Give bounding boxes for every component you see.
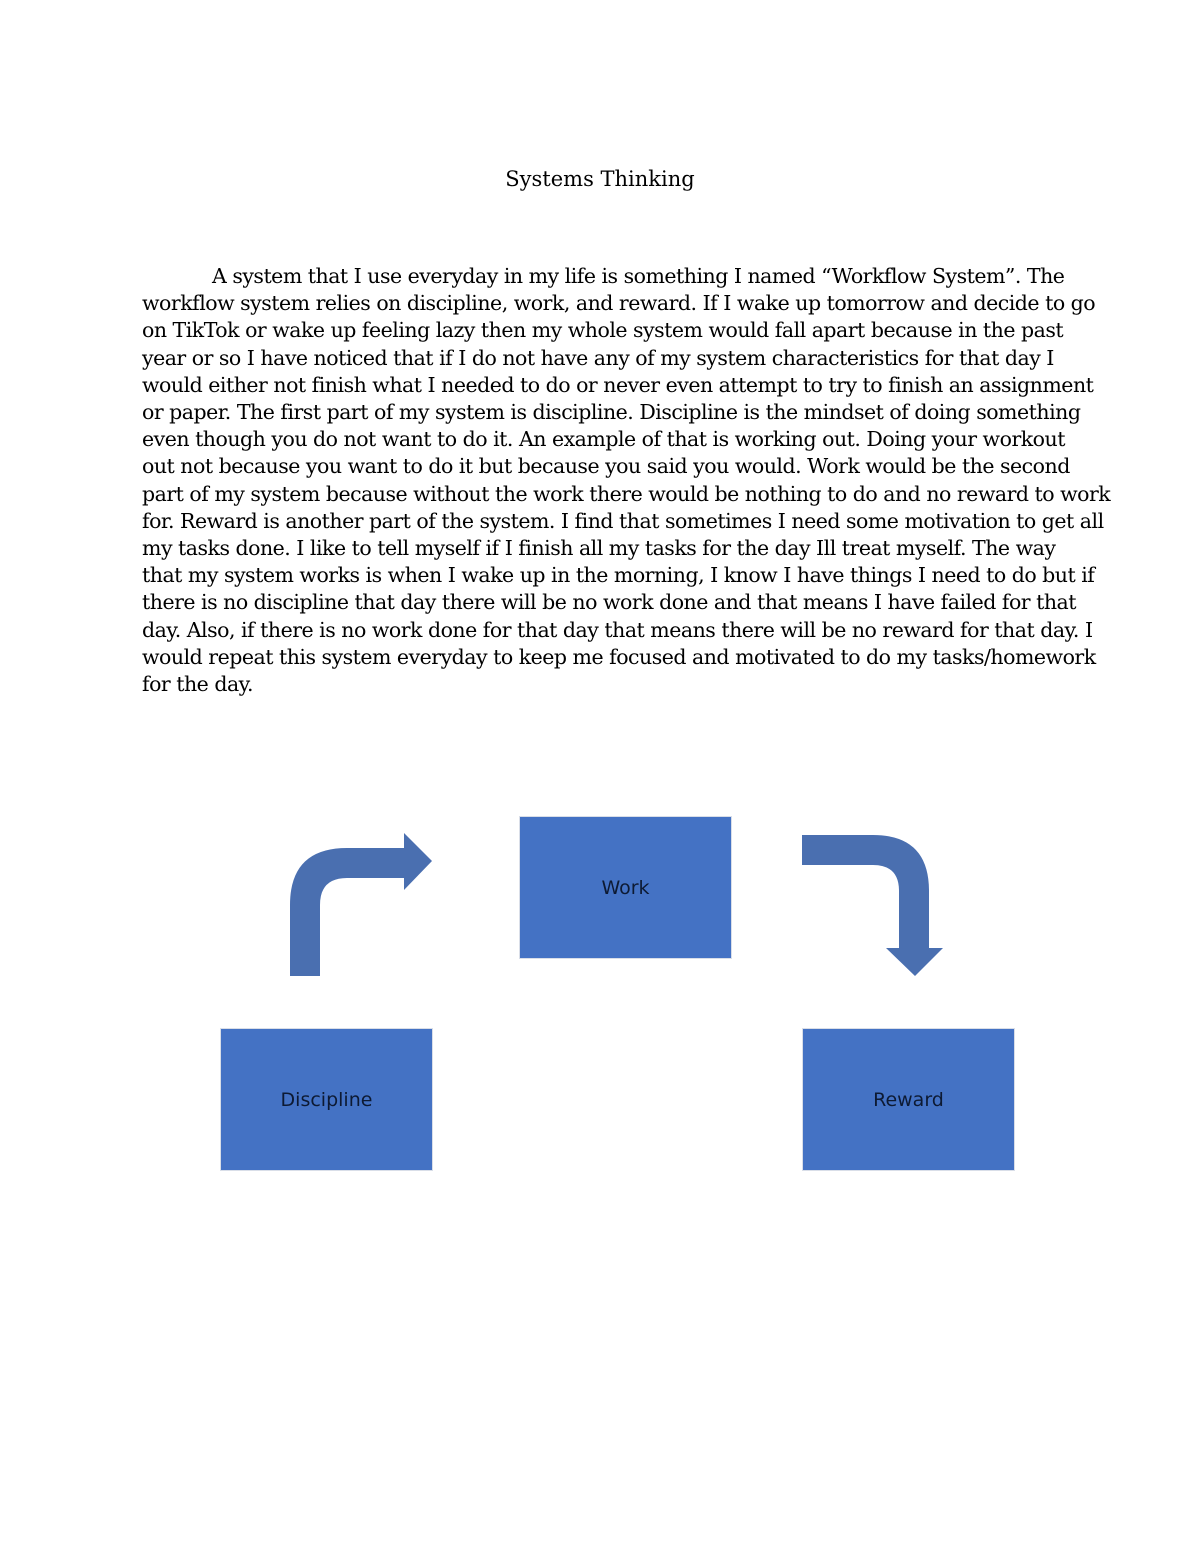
paragraph-line: on TikTok or wake up feeling lazy then my whole system would fall apart because in the past (142, 318, 1064, 343)
paragraph-line: even though you do not want to do it. An example of that is working out. Doing your workout (142, 427, 1065, 452)
work-box (519, 816, 732, 959)
paragraph-line: would repeat this system everyday to keep me focused and motivated to do my tasks/homework (142, 644, 1096, 669)
paragraph-line: workflow system relies on discipline, work, and reward. If I wake up tomorrow and decide to go (142, 291, 1096, 316)
discipline-box (220, 1028, 433, 1171)
work-label: Work (601, 876, 650, 899)
paragraph-line: out not because you want to do it but because you said you would. Work would be the second (142, 454, 1070, 479)
paragraph-line: A system that I use everyday in my life is something I named “Workflow System”. The (212, 264, 1065, 288)
curved-arrow-up-right (290, 833, 432, 976)
paragraph-line: for the day. (142, 672, 254, 697)
paragraph-line: part of my system because without the work there would be nothing to do and no reward to work (142, 481, 1111, 506)
paragraph-line: there is no discipline that day there will be no work done and that means I have failed for that (142, 590, 1077, 615)
discipline-label: Discipline (280, 1088, 373, 1111)
paragraph-line: that my system works is when I wake up in the morning, I know I have things I need to do but if (142, 563, 1095, 588)
paragraph-line: day. Also, if there is no work done for that day that means there will be no reward for that day. I (142, 617, 1093, 642)
curved-arrow-right-down (802, 835, 943, 976)
paragraph-line: would either not finish what I needed to do or never even attempt to try to finish an assignment (142, 372, 1094, 397)
paragraph-line: my tasks done. I like to tell myself if I finish all my tasks for the day Ill treat myself. The way (142, 536, 1056, 561)
reward-label: Reward (873, 1088, 944, 1111)
paragraph-line: or paper. The first part of my system is discipline. Discipline is the mindset of doing something (142, 400, 1081, 425)
paragraph-line: for. Reward is another part of the system. I find that sometimes I need some motivation to get all (142, 508, 1104, 533)
document-title: Systems Thinking (505, 167, 695, 191)
reward-box (802, 1028, 1015, 1171)
paragraph-line: year or so I have noticed that if I do not have any of my system characteristics for that day I (142, 345, 1054, 370)
